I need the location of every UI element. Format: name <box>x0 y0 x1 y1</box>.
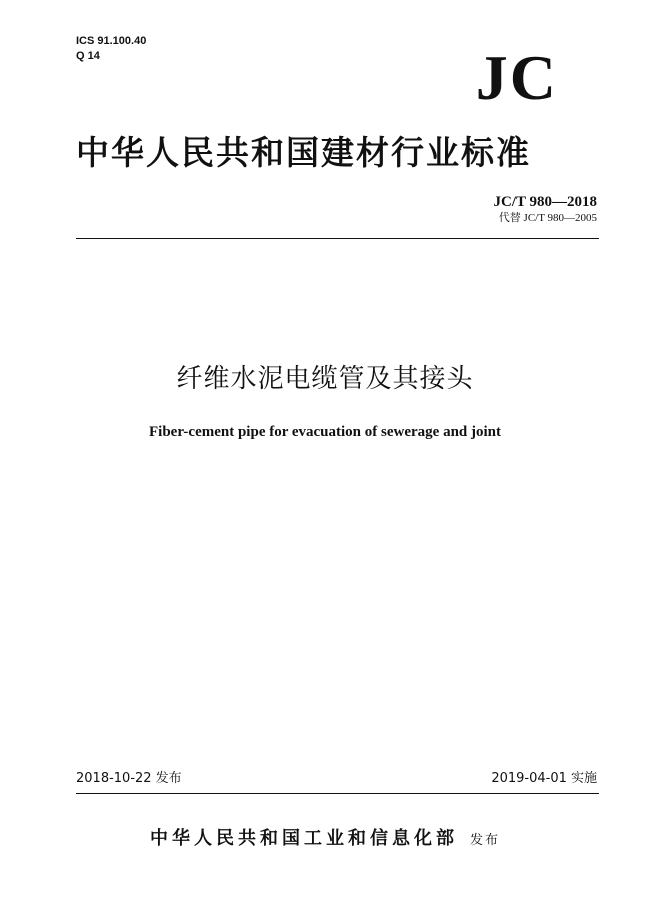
standard-number: JC/T 980—2018 <box>493 194 597 210</box>
issuing-authority <box>0 824 650 850</box>
ics-code: ICS 91.100.40 <box>76 35 147 47</box>
issuer-organization: 中华人民共和国工业和信息化部 <box>149 828 458 849</box>
bottom-divider <box>76 793 599 794</box>
document-title-english: Fiber-cement pipe for evacuation of sewerage and joint <box>148 424 502 440</box>
issuer-action: 发布 <box>469 833 500 848</box>
issue-date: 2018-10-22 发布 <box>76 771 182 786</box>
standard-number-block <box>494 193 597 226</box>
document-title-chinese: 纤维水泥电缆管及其接头 <box>176 364 474 394</box>
top-divider <box>76 238 599 239</box>
classification-codes <box>76 34 146 64</box>
replaces-standard: 代替 JC/T 980—2005 <box>498 212 597 224</box>
ccs-code: Q 14 <box>76 50 100 62</box>
jc-logo: JC <box>475 42 558 113</box>
effective-date: 2019-04-01 实施 <box>491 771 597 786</box>
standard-category-title: 中华人民共和国建材行业标准 <box>76 133 531 172</box>
